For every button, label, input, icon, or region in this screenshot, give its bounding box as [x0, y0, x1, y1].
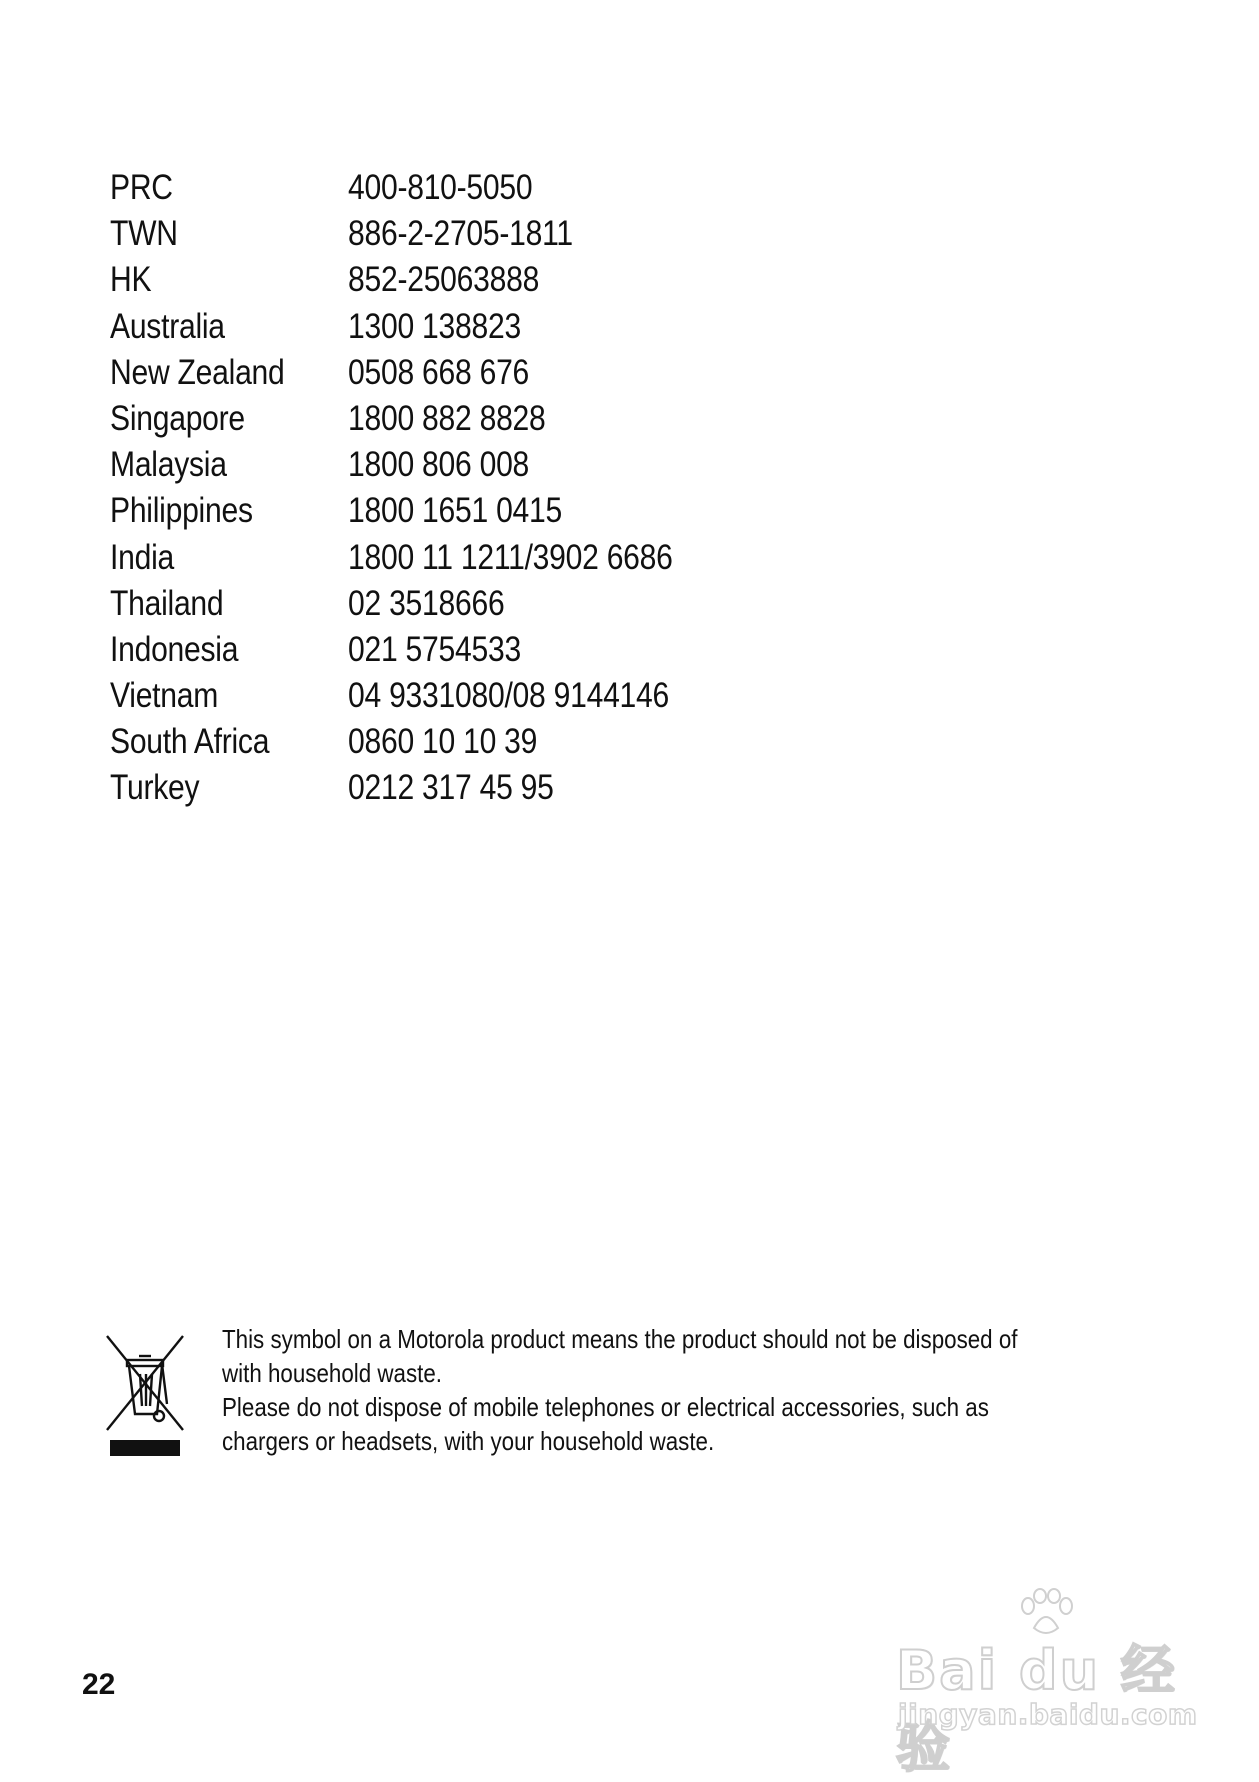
weee-text	[222, 1322, 1018, 1458]
country-name: New Zealand	[110, 352, 285, 392]
contact-row	[110, 722, 810, 768]
country-name: Vietnam	[110, 676, 219, 716]
weee-line: Please do not dispose of mobile telephones or electrical accessories, such as	[222, 1392, 989, 1422]
page-number: 22	[82, 1668, 116, 1701]
contact-row	[110, 445, 810, 491]
contact-row	[110, 168, 810, 214]
country-name: Thailand	[110, 583, 224, 623]
phone-number: 04 9331080/08 9144146	[348, 676, 669, 716]
contact-row	[110, 260, 810, 306]
phone-number: 886-2-2705-1811	[348, 214, 573, 254]
contact-row	[110, 630, 810, 676]
weee-line: chargers or headsets, with your household waste.	[222, 1426, 715, 1456]
contact-row	[110, 676, 810, 722]
phone-number: 1800 1651 0415	[348, 491, 563, 531]
contact-row	[110, 399, 810, 445]
contact-table	[110, 168, 810, 815]
weee-notice	[105, 1322, 1105, 1462]
phone-number: 02 3518666	[348, 583, 505, 623]
phone-number: 852-25063888	[348, 260, 540, 300]
contact-row	[110, 491, 810, 537]
country-name: Indonesia	[110, 629, 239, 669]
weee-line: with household waste.	[222, 1358, 443, 1388]
country-name: HK	[110, 260, 152, 300]
country-name: PRC	[110, 168, 173, 207]
country-name: Australia	[110, 306, 225, 346]
phone-number: 1300 138823	[348, 306, 521, 346]
phone-number: 0212 317 45 95	[348, 768, 554, 808]
country-name: TWN	[110, 214, 178, 254]
phone-number: 1800 882 8828	[348, 398, 546, 438]
contact-row	[110, 353, 810, 399]
contact-row	[110, 214, 810, 260]
phone-number: 400-810-5050	[348, 168, 533, 207]
contact-row	[110, 584, 810, 630]
watermark-url: jingyan.baidu.com	[898, 1698, 1198, 1731]
crossed-out-wheelie-bin-icon	[105, 1334, 185, 1456]
baidu-watermark	[896, 1588, 1198, 1779]
phone-number: 021 5754533	[348, 629, 521, 669]
contact-row	[110, 307, 810, 353]
country-name: Singapore	[110, 398, 245, 438]
phone-number: 0508 668 676	[348, 352, 530, 392]
phone-number: 0860 10 10 39	[348, 722, 538, 762]
country-name: South Africa	[110, 722, 270, 762]
contact-row	[110, 538, 810, 584]
phone-number: 1800 806 008	[348, 445, 530, 485]
country-name: Malaysia	[110, 445, 227, 485]
country-name: Philippines	[110, 491, 253, 531]
country-name: Turkey	[110, 768, 200, 808]
phone-number: 1800 11 1211/3902 6686	[348, 537, 673, 577]
weee-line: This symbol on a Motorola product means the product should not be disposed of	[222, 1324, 1018, 1354]
country-name: India	[110, 537, 174, 577]
watermark-brand: Bai du 经验	[896, 1639, 1177, 1779]
contact-row	[110, 768, 810, 814]
